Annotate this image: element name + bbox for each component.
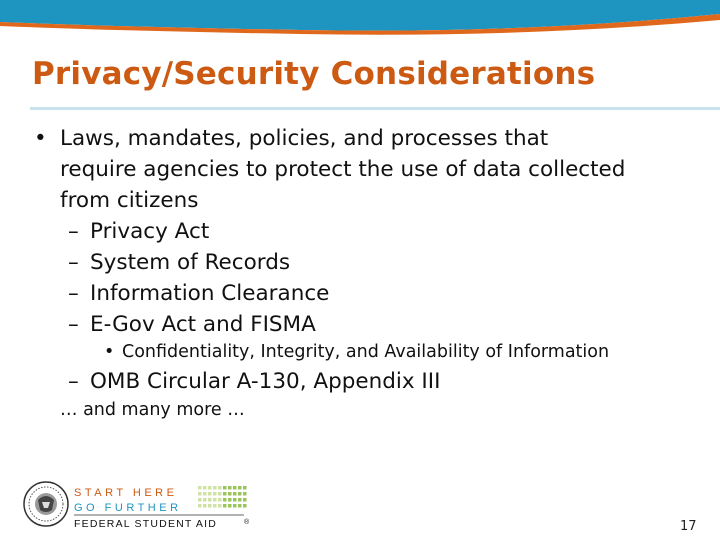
logo-dot <box>198 492 202 496</box>
logo-dot <box>198 504 202 508</box>
logo-dot <box>223 486 227 490</box>
logo-dot <box>243 486 247 490</box>
logo-dot <box>203 498 207 502</box>
logo-dot <box>223 492 227 496</box>
logo-dot <box>223 504 227 508</box>
logo-dot <box>238 504 242 508</box>
department-seal-icon <box>24 482 68 526</box>
main-bullet-line-2: require agencies to protect the use of data collected <box>60 157 626 182</box>
sub-item-privacy-act: Privacy Act <box>90 219 210 244</box>
logo-dot <box>218 498 222 502</box>
logo-dot <box>198 498 202 502</box>
logo-dot <box>213 492 217 496</box>
logo-dot <box>223 498 227 502</box>
logo-dot <box>233 504 237 508</box>
logo-dot <box>228 492 232 496</box>
logo-dot <box>203 492 207 496</box>
bullet-marker: • <box>34 126 47 151</box>
logo-dot <box>218 486 222 490</box>
logo-dot <box>233 498 237 502</box>
logo-dot <box>213 498 217 502</box>
dash-marker: – <box>68 369 79 394</box>
logo-dot <box>243 492 247 496</box>
sub-item-omb-circular: OMB Circular A-130, Appendix III <box>90 369 441 394</box>
dash-marker: – <box>68 219 79 244</box>
logo-dot <box>238 486 242 490</box>
registered-mark: ® <box>244 519 250 526</box>
logo-dot <box>233 492 237 496</box>
logo-dot <box>243 504 247 508</box>
logo-dot <box>238 492 242 496</box>
logo-dot <box>228 504 232 508</box>
sub-sub-item-cia: Confidentiality, Integrity, and Availability of Information <box>122 342 610 362</box>
logo-dot <box>218 492 222 496</box>
sub-item-system-of-records: System of Records <box>90 250 291 275</box>
logo-dot <box>243 498 247 502</box>
trailing-note: … and many more … <box>60 400 245 420</box>
header-band <box>0 0 720 40</box>
main-bullet-line-3: from citizens <box>60 188 199 213</box>
logo-dot <box>213 504 217 508</box>
logo-dot <box>238 498 242 502</box>
bullet-marker-small: • <box>104 342 115 362</box>
slide-title: Privacy/Security Considerations <box>32 56 596 92</box>
page-number: 17 <box>680 519 697 534</box>
logo-dot <box>203 486 207 490</box>
dash-marker: – <box>68 250 79 275</box>
main-bullet-line-1: Laws, mandates, policies, and processes that <box>60 126 549 151</box>
logo-dot <box>228 498 232 502</box>
logo-line-go-further: GO FURTHER <box>74 502 182 514</box>
logo-dot <box>228 486 232 490</box>
dash-marker: – <box>68 281 79 306</box>
fsa-logo-graphic <box>22 480 272 530</box>
logo-dot <box>233 486 237 490</box>
dash-marker: – <box>68 312 79 337</box>
logo-dot <box>213 486 217 490</box>
logo-dot <box>218 504 222 508</box>
logo-dot <box>208 498 212 502</box>
logo-dot-pattern <box>198 486 247 508</box>
logo-dot <box>203 504 207 508</box>
logo-dot <box>208 492 212 496</box>
logo-dot <box>198 486 202 490</box>
logo-dot <box>208 504 212 508</box>
logo-line-start-here: START HERE <box>74 487 178 499</box>
logo-dot <box>208 486 212 490</box>
title-underline <box>30 107 720 110</box>
logo-line-fsa: FEDERAL STUDENT AID <box>74 518 217 530</box>
sub-item-egov-fisma: E-Gov Act and FISMA <box>90 312 316 337</box>
sub-item-information-clearance: Information Clearance <box>90 281 330 306</box>
fsa-logo <box>22 480 272 534</box>
